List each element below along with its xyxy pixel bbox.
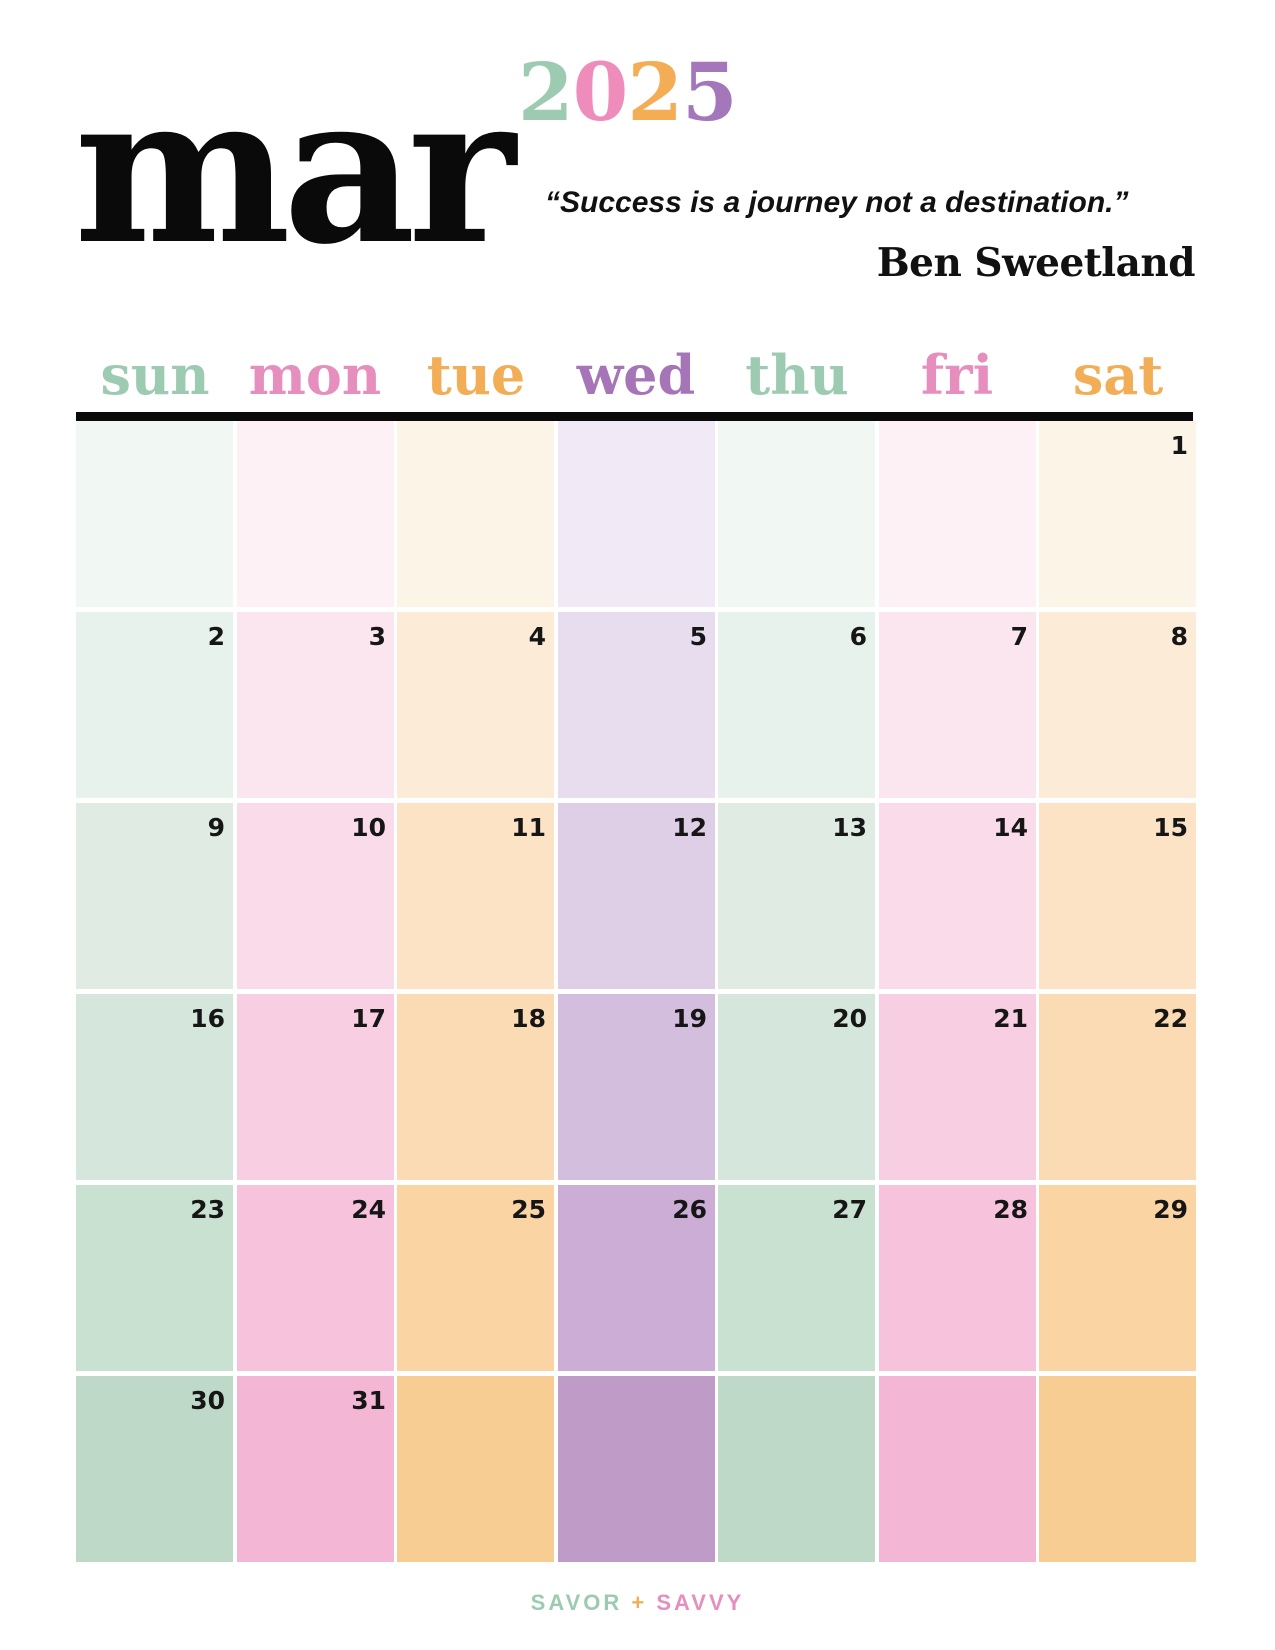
day-number: 15 — [1153, 813, 1188, 842]
day-cell — [879, 1185, 1036, 1371]
day-cell — [397, 994, 554, 1180]
day-number: 7 — [1010, 622, 1028, 651]
day-cell — [558, 994, 715, 1180]
empty-day-cell — [76, 421, 233, 607]
day-number: 21 — [993, 1004, 1028, 1033]
day-cell — [718, 612, 875, 798]
day-number: 24 — [351, 1195, 386, 1224]
day-number: 13 — [832, 813, 867, 842]
day-cell — [558, 803, 715, 989]
day-number: 2 — [207, 622, 225, 651]
day-cell — [558, 1185, 715, 1371]
year-digit: 2 — [627, 45, 683, 139]
day-cell — [718, 994, 875, 1180]
day-number: 29 — [1153, 1195, 1188, 1224]
day-cell — [879, 612, 1036, 798]
weekday-thu: thu — [745, 343, 849, 407]
day-cell — [237, 612, 394, 798]
day-number: 9 — [207, 813, 225, 842]
weekday-sun: sun — [100, 343, 210, 407]
weekday-tue: tue — [426, 343, 526, 407]
day-number: 8 — [1170, 622, 1188, 651]
empty-day-cell — [879, 421, 1036, 607]
header-divider — [76, 412, 1193, 421]
day-number: 27 — [832, 1195, 867, 1224]
day-cell — [237, 1376, 394, 1562]
day-cell — [718, 1185, 875, 1371]
day-number: 17 — [351, 1004, 386, 1033]
day-number: 10 — [351, 813, 386, 842]
day-cell — [397, 612, 554, 798]
day-cell — [1039, 1185, 1196, 1371]
month-title: mar — [74, 50, 508, 290]
day-cell — [1039, 612, 1196, 798]
day-number: 1 — [1170, 431, 1188, 460]
empty-day-cell — [558, 421, 715, 607]
day-number: 12 — [672, 813, 707, 842]
year-digit: 2 — [518, 45, 573, 139]
quote-author: Ben Sweetland — [876, 240, 1195, 286]
day-cell — [718, 803, 875, 989]
day-cell — [558, 612, 715, 798]
day-number: 11 — [511, 813, 546, 842]
weekday-fri: fri — [920, 343, 994, 407]
brand-savor: SAVOR — [530, 1590, 623, 1615]
day-cell — [879, 803, 1036, 989]
weekday-mon: mon — [248, 343, 382, 407]
weekday-wed: wed — [576, 343, 696, 407]
quote-text: “Success is a journey not a destination.” — [545, 186, 1129, 219]
day-number: 18 — [511, 1004, 546, 1033]
year-digit: 5 — [682, 45, 737, 139]
day-number: 25 — [511, 1195, 546, 1224]
day-cell — [76, 803, 233, 989]
day-cell — [237, 994, 394, 1180]
day-cell — [1039, 994, 1196, 1180]
day-cell — [1039, 803, 1196, 989]
day-cell — [237, 1185, 394, 1371]
day-number: 20 — [832, 1004, 867, 1033]
empty-day-cell — [879, 1376, 1036, 1562]
empty-day-cell — [237, 421, 394, 607]
day-number: 3 — [368, 622, 386, 651]
day-number: 28 — [993, 1195, 1028, 1224]
empty-day-cell — [397, 1376, 554, 1562]
year-title — [518, 45, 737, 139]
day-number: 5 — [689, 622, 707, 651]
day-cell — [397, 803, 554, 989]
day-number: 19 — [672, 1004, 707, 1033]
empty-day-cell — [718, 421, 875, 607]
day-number: 14 — [993, 813, 1028, 842]
day-number: 4 — [528, 622, 546, 651]
day-cell — [1039, 421, 1196, 607]
day-cell — [76, 1376, 233, 1562]
day-number: 16 — [190, 1004, 225, 1033]
day-number: 23 — [190, 1195, 225, 1224]
day-cell — [76, 994, 233, 1180]
day-cell — [76, 1185, 233, 1371]
empty-day-cell — [1039, 1376, 1196, 1562]
day-number: 22 — [1153, 1004, 1188, 1033]
day-number: 26 — [672, 1195, 707, 1224]
empty-day-cell — [558, 1376, 715, 1562]
brand-savvy: SAVVY — [656, 1590, 745, 1615]
empty-day-cell — [397, 421, 554, 607]
day-number: 6 — [849, 622, 867, 651]
empty-day-cell — [718, 1376, 875, 1562]
year-digit: 0 — [572, 45, 628, 139]
day-cell — [237, 803, 394, 989]
day-number: 30 — [190, 1386, 225, 1415]
brand-plus: + — [631, 1590, 648, 1615]
weekday-sat: sat — [1072, 343, 1164, 407]
day-cell — [397, 1185, 554, 1371]
day-cell — [76, 612, 233, 798]
day-number: 31 — [351, 1386, 386, 1415]
brand-footer — [0, 1590, 1275, 1616]
day-cell — [879, 994, 1036, 1180]
